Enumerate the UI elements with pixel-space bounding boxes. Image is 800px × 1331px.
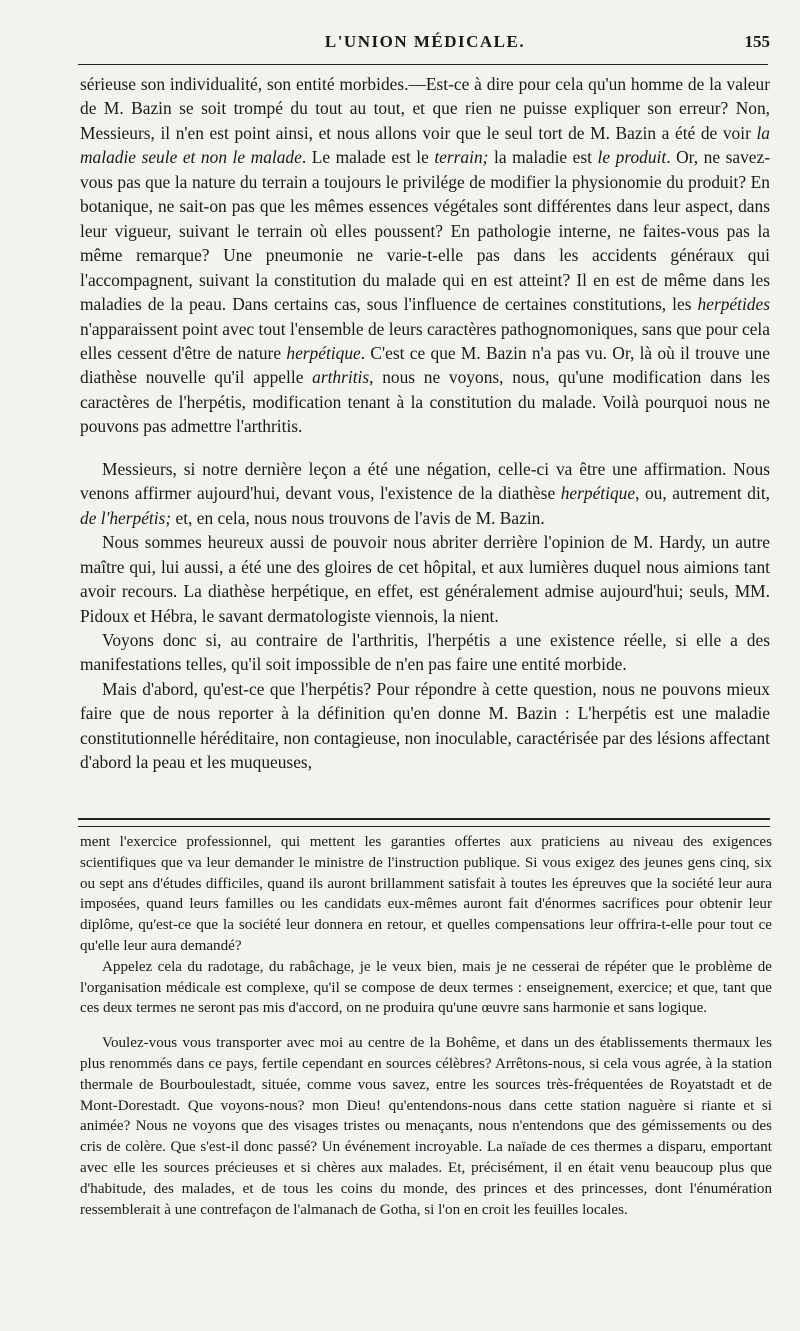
- text-run: et, en cela, nous nous trouvons de l'avis de M. Bazin.: [171, 507, 545, 528]
- italic-run: herpétique: [286, 342, 361, 363]
- paragraph-2: [80, 457, 770, 530]
- italic-run: la maladie seule et non le malade: [80, 122, 770, 168]
- text-run: , nous ne voyons, nous, qu'une modification dans les caractères de l'herpétis, modification tenant à la constitution du malade. Voilà pourquoi nous ne pouvons pas admettre l'arthritis.: [80, 367, 770, 437]
- page-number: 155: [744, 32, 770, 51]
- paragraph-3: Nous sommes heureux aussi de pouvoir nous abriter derrière l'opinion de M. Hardy, un autre maître qui, lui aussi, a été une des gloires de cet hôpital, et aux lumières duquel nous aimions tant avoir recours. La diathèse herpétique, en effet, est généralement admise aujourd'hui; seuls, MM. Pidoux et Hébra, le savant dermatologiste viennois, la nient.: [80, 532, 770, 626]
- italic-run: terrain;: [434, 147, 489, 168]
- feuilleton-paragraph-1: ment l'exercice professionnel, qui mettent les garanties offertes aux praticiens au niveau des exigences scientifiques que va leur demander le ministre de l'instruction publique. Si vous exigez des jeunes gens cinq, six ou sept ans d'études difficiles, quand ils auront brillamment satisfait à toutes les épreuves que la société leur aura imposées, quand leurs familles ou les candidats eux-mêmes auront fait d'énormes sacrifices pour obtenir leur diplôme, qu'est-ce que la société leur donnera en retour, et quelles compensations leur offrira-t-elle pour tout ce qu'elle leur aura demandé?: [80, 834, 772, 954]
- italic-run: de l'herpétis;: [80, 507, 172, 528]
- text-run: . Le malade est le: [301, 147, 435, 168]
- feuilleton-column: [80, 832, 772, 1220]
- feuilleton-separator: [78, 818, 770, 827]
- italic-run: herpétique: [560, 483, 636, 504]
- italic-run: le produit: [597, 147, 667, 168]
- header-rule: [78, 64, 768, 65]
- italic-run: arthritis: [312, 367, 370, 388]
- text-run: la maladie est: [488, 147, 598, 168]
- page-header: [80, 32, 770, 58]
- text-run: , ou, autrement dit,: [635, 483, 770, 504]
- main-column: [80, 72, 770, 775]
- feuilleton-paragraph-2: Appelez cela du radotage, du rabâchage, je le veux bien, mais je ne cesserai de répéter que le problème de l'organisation médicale est complexe, qu'il se compose de deux termes : enseignement, exercice; et que, tant que ces deux termes ne seront pas mis d'accord, on ne produira qu'une œuvre sans harmonie et sans logique.: [80, 958, 772, 1017]
- italic-run: herpétides: [697, 294, 770, 315]
- text-run: n'apparaissent point avec tout l'ensemble de leurs caractères pathognomoniques, sans que pour cela elles cessent d'être de nature: [80, 318, 770, 363]
- text-run: sérieuse son individualité, son entité morbides.—Est-ce à dire pour cela qu'un homme de la valeur de M. Bazin se soit trompé du tout au tout, et que rien ne puisse expliquer son erreur? Non, Messieurs, il n'en est point ainsi, et nous allons voir que le seul tort de M. Bazin a été de voir: [80, 74, 770, 143]
- feuilleton-paragraph-3: Voulez-vous vous transporter avec moi au centre de la Bohême, et dans un des établissements thermaux les plus renommés dans ce pays, fertile cependant en sources célèbres? Arrêtons-nous, si cela vous agrée, à la station thermale de Bourboulestadt, située, comme vous savez, entre les sources très-fréquentées de Royatstadt et de Mont-Dorestadt. Que voyons-nous? mon Dieu! qu'entendons-nous dans cette station naguère si riante et si animée? Nous ne voyons que des visages tristes ou menaçants, nous n'entendons que des gémissements ou des cris de colère. Que s'est-il donc passé? Un événement incroyable. La naïade de ces thermes a disparu, emportant avec elle les sources précieuses et si chères aux malades. Et, précisément, il en était venu beaucoup plus que d'habitude, des malades, et de tous les coins du monde, des princes et des princesses, dont l'énumération ressemblerait à une contrefaçon de l'almanach de Gotha, si l'on en croit les feuilles locales.: [80, 1035, 772, 1218]
- paragraph-4: Voyons donc si, au contraire de l'arthritis, l'herpétis a une existence réelle, si elle a des manifestations telles, qu'il soit impossible de n'en pas faire une entité morbide.: [80, 629, 770, 675]
- text-run: Messieurs, si notre dernière leçon a été une négation, celle-ci va être une affirmation. Nous venons affirmer aujourd'hui, devant vous, l'existence de la diathèse: [80, 458, 770, 504]
- running-title: L'UNION MÉDICALE.: [324, 32, 526, 51]
- paragraph-5: Mais d'abord, qu'est-ce que l'herpétis? Pour répondre à cette question, nous ne pouvons mieux faire que de nous reporter à la définition qu'en donne M. Bazin : L'herpétis est une maladie constitutionnelle héréditaire, non contagieuse, non inoculable, caractérisée par des lésions affectant d'abord la peau et les muqueuses,: [80, 678, 770, 773]
- text-run: . C'est ce que M. Bazin n'a pas vu. Or, là où il trouve une diathèse nouvelle qu'il appelle: [80, 342, 770, 388]
- paragraph-1: [80, 72, 770, 439]
- text-run: . Or, ne savez-vous pas que la nature du terrain a toujours le privilége de modifier la physionomie du produit? En botanique, ne sait-on pas que les mêmes essences végétales sont différentes dans leur aspect, dans leur vigueur, suivant le terrain où elles poussent? En pathologie interne, ne faites-vous pas la même remarque? Une pneumonie ne varie-t-elle pas dans les accidents généraux qui l'accompagnent, suivant la constitution du malade qui en est atteint? Il en est de même dans les maladies de la peau. Dans certains cas, sous l'influence de certaines constitutions, les: [80, 147, 771, 315]
